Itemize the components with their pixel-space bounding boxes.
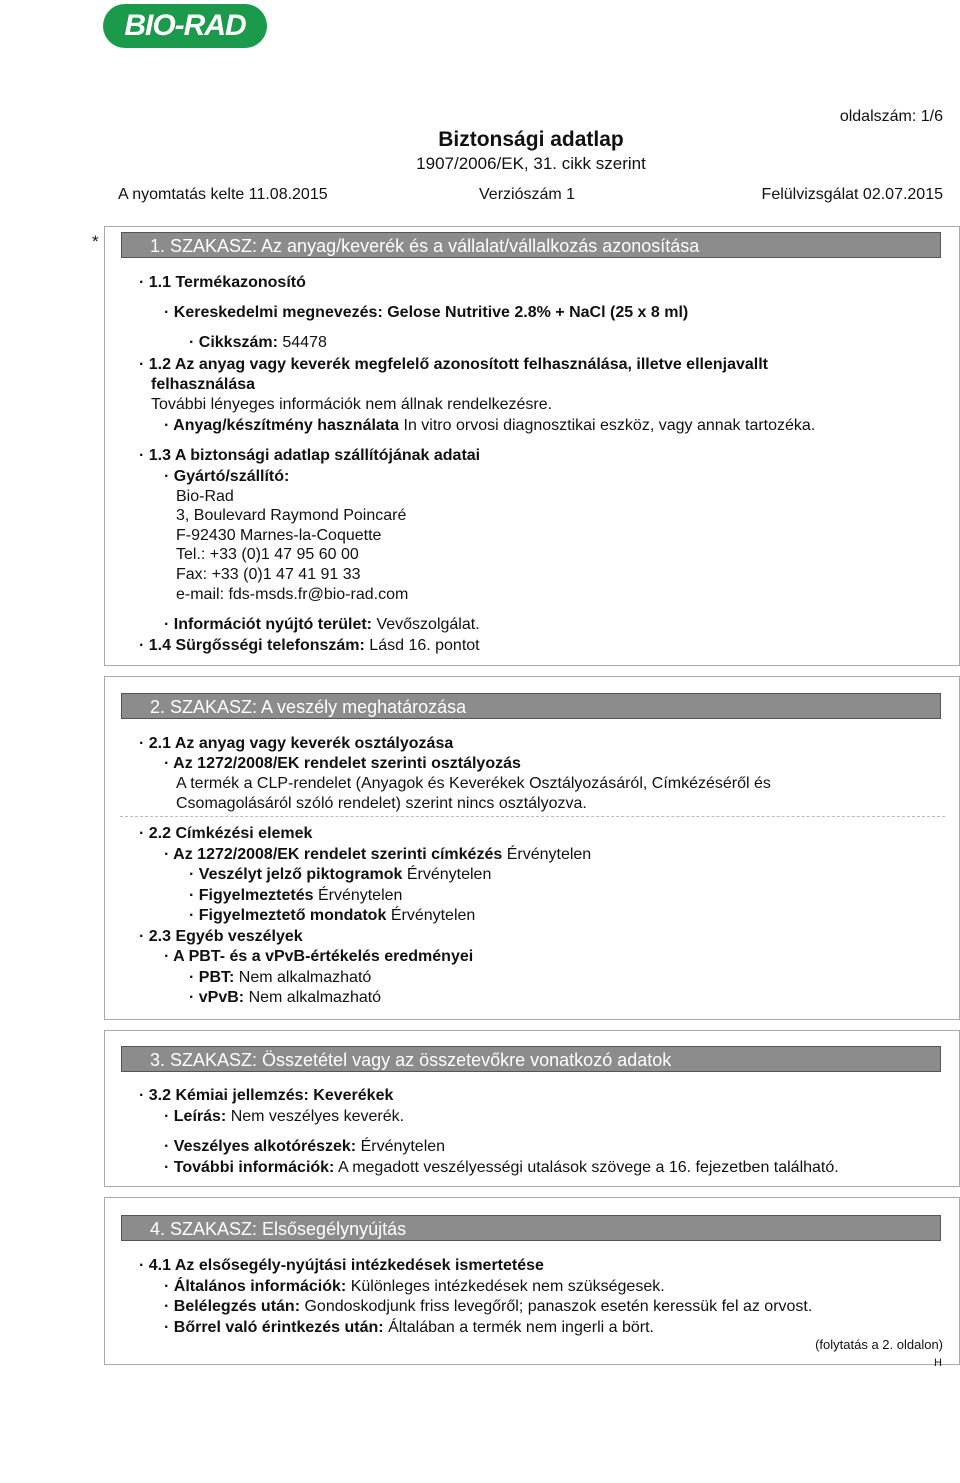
version-number: Verziószám 1 bbox=[479, 186, 576, 203]
s1-line-5: felhasználása bbox=[151, 376, 256, 393]
s2-line-1: · 2.1 Az anyag vagy keverék osztályozása bbox=[139, 735, 454, 752]
s4-skin-value: Általában a termék nem ingerli a bört. bbox=[388, 1319, 654, 1336]
s1-supplier-label: · Gyártó/szállító: bbox=[164, 468, 290, 485]
s2-pbt-label: · PBT: bbox=[189, 969, 235, 986]
s1-trade-name-label: · Kereskedelmi megnevezés: bbox=[164, 304, 383, 321]
s1-line-8: · 1.3 A biztonsági adatlap szállítójának adatai bbox=[139, 447, 481, 464]
s3-description-value: Nem veszélyes keverék. bbox=[230, 1108, 405, 1125]
s1-emergency-value: Lásd 16. pontot bbox=[369, 637, 480, 654]
page-number: oldalszám: 1/6 bbox=[839, 108, 943, 125]
s4-inhalation-label: · Belélegzés után: bbox=[164, 1298, 301, 1315]
s1-info-value: Vevőszolgálat. bbox=[376, 616, 480, 633]
document-subtitle: 1907/2006/EK, 31. cikk szerint bbox=[416, 154, 646, 173]
s1-address-line: 3, Boulevard Raymond Poincaré bbox=[176, 507, 407, 524]
s1-line-4: · 1.2 Az anyag vagy keverék megfelelő azonosított felhasználása, illetve ellenjavallt bbox=[139, 356, 768, 373]
s2-signal-label: · Figyelmeztetés bbox=[189, 887, 314, 904]
s3-line-1: · 3.2 Kémiai jellemzés: Keverékek bbox=[139, 1087, 394, 1104]
s1-address-line: Fax: +33 (0)1 47 41 91 33 bbox=[176, 566, 361, 583]
s2-signal-value: Érvénytelen bbox=[317, 887, 403, 904]
s2-pictogram-value: Érvénytelen bbox=[406, 866, 492, 883]
s3-hazardous-label: · Veszélyes alkotórészek: bbox=[164, 1138, 357, 1155]
print-date: A nyomtatás kelte 11.08.2015 bbox=[118, 186, 328, 203]
s1-use-value: In vitro orvosi diagnosztikai eszköz, vagy annak tartozéka. bbox=[403, 417, 816, 434]
s2-vpvb-label: · vPvB: bbox=[189, 989, 245, 1006]
section-1-heading: 1. SZAKASZ: Az anyag/keverék és a vállalat/vállalkozás azonosítása bbox=[121, 232, 941, 258]
s1-address-line: F-92430 Marnes-la-Coquette bbox=[176, 527, 382, 544]
s1-line-6: További lényeges információk nem állnak rendelkezésre. bbox=[151, 396, 553, 413]
s1-trade-name-value: Gelose Nutritive 2.8% + NaCl (25 x 8 ml) bbox=[387, 304, 689, 321]
s1-article-value: 54478 bbox=[282, 334, 327, 351]
s4-skin-label: · Bőrrel való érintkezés után: bbox=[164, 1319, 384, 1336]
page-mark: H bbox=[934, 1357, 942, 1369]
s1-address-line: Bio-Rad bbox=[176, 488, 234, 505]
s2-line-5: · 2.2 Címkézési elemek bbox=[139, 825, 313, 842]
s2-pictogram-label: · Veszélyt jelző piktogramok bbox=[189, 866, 403, 883]
s2-vpvb-value: Nem alkalmazható bbox=[248, 989, 382, 1006]
section-4-heading: 4. SZAKASZ: Elsősegélynyújtás bbox=[121, 1215, 941, 1241]
revision-star: * bbox=[92, 232, 99, 251]
s3-description-label: · Leírás: bbox=[164, 1108, 227, 1125]
bio-rad-logo: BIO-RAD bbox=[103, 4, 267, 48]
s2-statements-value: Érvénytelen bbox=[390, 907, 476, 924]
s2-line-11: · A PBT- és a vPvB-értékelés eredményei bbox=[164, 948, 474, 965]
s2-line-4: Csomagolásáról szóló rendelet) szerint nincs osztályozva. bbox=[176, 795, 587, 812]
s2-labelling-label: · Az 1272/2008/EK rendelet szerinti címkézés bbox=[164, 846, 503, 863]
s1-emergency-label: · 1.4 Sürgősségi telefonszám: bbox=[139, 637, 365, 654]
s4-inhalation-value: Gondoskodjunk friss levegőről; panaszok esetén keressük fel az orvost. bbox=[304, 1298, 813, 1315]
s2-statements-label: · Figyelmeztető mondatok bbox=[189, 907, 387, 924]
s3-further-info-value: A megadott veszélyességi utalások szövege a 16. fejezetben található. bbox=[337, 1159, 839, 1176]
s3-hazardous-value: Érvénytelen bbox=[360, 1138, 446, 1155]
s1-use-label: · Anyag/készítmény használata bbox=[164, 417, 400, 434]
section-3-heading: 3. SZAKASZ: Összetétel vagy az összetevőkre vonatkozó adatok bbox=[121, 1046, 941, 1072]
s2-line-3: A termék a CLP-rendelet (Anyagok és Keverékek Osztályozásáról, Címkézéséről és bbox=[176, 775, 771, 792]
s4-general-label: · Általános információk: bbox=[164, 1278, 347, 1295]
revision-date: Felülvizsgálat 02.07.2015 bbox=[761, 186, 943, 203]
document-title: Biztonsági adatlap bbox=[438, 128, 624, 151]
s1-info-label: · Információt nyújtó terület: bbox=[164, 616, 372, 633]
s1-address-line: Tel.: +33 (0)1 47 95 60 00 bbox=[176, 546, 359, 563]
s3-further-info-label: · További információk: bbox=[164, 1159, 335, 1176]
s2-line-2: · Az 1272/2008/EK rendelet szerinti osztályozás bbox=[164, 755, 521, 772]
s2-labelling-value: Érvénytelen bbox=[506, 846, 592, 863]
dashed-divider bbox=[120, 816, 945, 817]
s1-line-1: · 1.1 Termékazonosító bbox=[139, 274, 306, 291]
s4-general-value: Különleges intézkedések nem szükségesek. bbox=[350, 1278, 665, 1295]
s4-line-1: · 4.1 Az elsősegély-nyújtási intézkedések ismertetése bbox=[139, 1257, 544, 1274]
continued-note: (folytatás a 2. oldalon) bbox=[815, 1337, 943, 1352]
s1-email-line: e-mail: fds-msds.fr@bio-rad.com bbox=[176, 586, 409, 603]
section-2-heading: 2. SZAKASZ: A veszély meghatározása bbox=[121, 693, 941, 719]
s1-article-label: · Cikkszám: bbox=[189, 334, 278, 351]
s2-pbt-value: Nem alkalmazható bbox=[238, 969, 372, 986]
s2-line-10: · 2.3 Egyéb veszélyek bbox=[139, 928, 303, 945]
